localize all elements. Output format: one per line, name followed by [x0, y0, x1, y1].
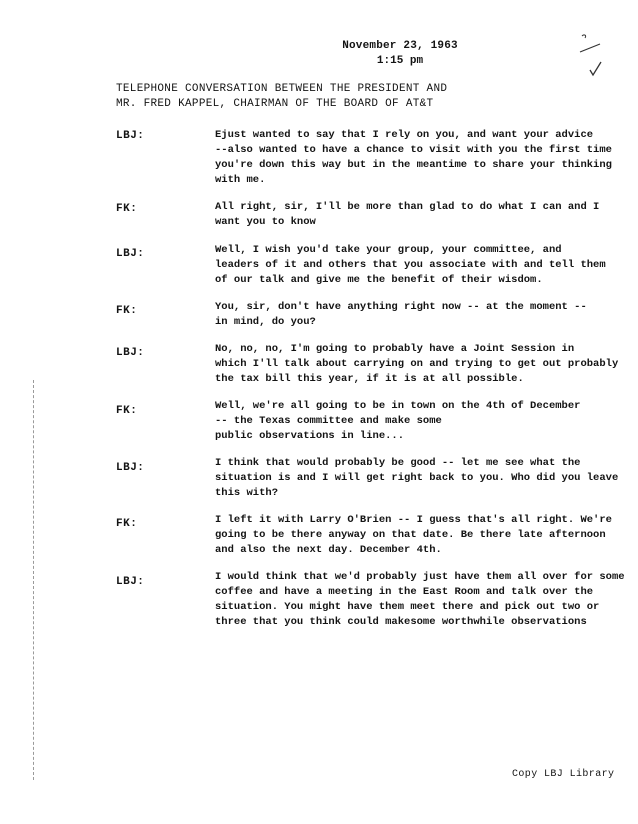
handwritten-check-marks [572, 30, 612, 90]
speaker-label: FK: [116, 305, 138, 317]
utterance-line: want you to know [215, 216, 316, 228]
speaker-label: FK: [116, 518, 138, 530]
utterance-line: I would think that we'd probably just have them all over for some [215, 571, 625, 583]
document-time: 1:15 pm [376, 55, 424, 67]
utterance-line: situation is and I will get right back to you. Who did you leave [215, 472, 619, 484]
speaker-label: LBJ: [116, 130, 145, 142]
utterance-text [215, 399, 610, 444]
utterance-text [215, 243, 610, 288]
utterance-line: public observations in line... [215, 430, 405, 442]
utterance-line: three that you think could makesome worthwhile observations [215, 616, 587, 628]
document-date: November 23, 1963 [342, 40, 458, 52]
utterance-line: which I'll talk about carrying on and trying to get out probably [215, 358, 619, 370]
utterance-line: --also wanted to have a chance to visit with you the first time [215, 144, 612, 156]
library-copy-stamp: Copy LBJ Library [512, 769, 615, 780]
utterance-text [215, 342, 619, 387]
utterance-line: and also the next day. December 4th. [215, 544, 442, 556]
speaker-label: FK: [116, 203, 138, 215]
utterance-line: situation. You might have them meet there and pick out two or [215, 601, 600, 613]
utterance-line: coffee and have a meeting in the East Room and talk over the [215, 586, 594, 598]
utterance-line: You, sir, don't have anything right now -- at the moment -- [215, 301, 587, 313]
utterance-line: Well, I wish you'd take your group, your committee, and [215, 244, 562, 256]
speaker-label: LBJ: [116, 576, 145, 588]
utterance-text [215, 456, 619, 501]
utterance-line: I think that would probably be good -- let me see what the [215, 457, 581, 469]
utterance-text [215, 300, 610, 330]
utterance-text [215, 200, 610, 230]
utterance-text [215, 513, 610, 558]
speaker-label: FK: [116, 405, 138, 417]
utterance-line: the tax bill this year, if it is at all possible. [215, 373, 524, 385]
utterance-line: going to be there anyway on that date. Be there late afternoon [215, 529, 606, 541]
utterance-line: in mind, do you? [215, 316, 316, 328]
utterance-line: No, no, no, I'm going to probably have a Joint Session in [215, 343, 575, 355]
utterance-line: of our talk and give me the benefit of their wisdom. [215, 274, 543, 286]
utterance-line: All right, sir, I'll be more than glad to do what I can and I [215, 201, 600, 213]
utterance-line: you're down this way but in the meantime to share your thinking [215, 159, 612, 171]
utterance-line: Ejust wanted to say that I rely on you, and want your advice [215, 129, 594, 141]
speaker-label: LBJ: [116, 347, 145, 359]
speaker-label: LBJ: [116, 462, 145, 474]
utterance-line: Well, we're all going to be in town on the 4th of December [215, 400, 581, 412]
document-title-line-2: MR. FRED KAPPEL, CHAIRMAN OF THE BOARD OF AT&T [116, 98, 434, 110]
utterance-line: this with? [215, 487, 279, 499]
utterance-line: with me. [215, 174, 266, 186]
document-title-line-1: TELEPHONE CONVERSATION BETWEEN THE PRESIDENT AND [116, 83, 448, 95]
speaker-label: LBJ: [116, 248, 145, 260]
utterance-text [215, 570, 625, 630]
page-edge-marks [33, 380, 35, 780]
utterance-text [215, 128, 610, 188]
utterance-line: I left it with Larry O'Brien -- I guess that's all right. We're [215, 514, 612, 526]
utterance-line: leaders of it and others that you associate with and tell them [215, 259, 606, 271]
utterance-line: -- the Texas committee and make some [215, 415, 442, 427]
